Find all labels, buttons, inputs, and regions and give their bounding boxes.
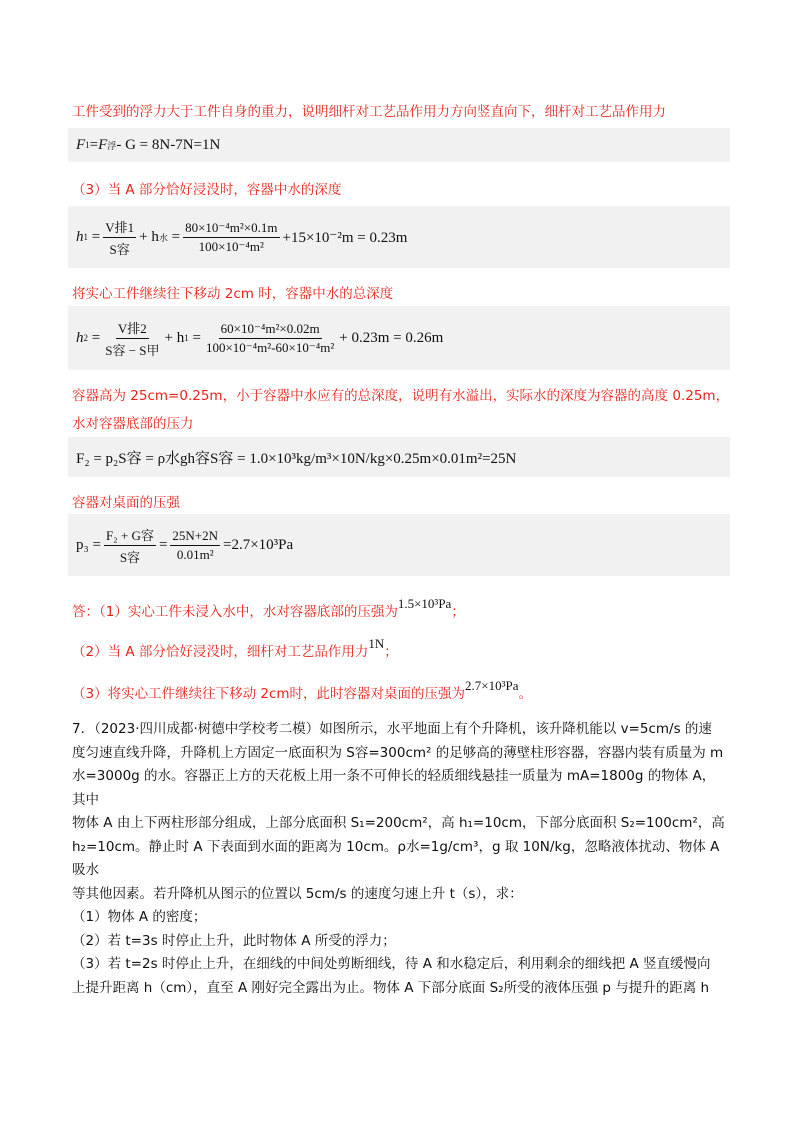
- question-line: 度匀速直线升降，升降机上方固定一底面积为 S容=300cm² 的足够高的薄壁柱形容器，容器内装有质量为 m: [72, 744, 724, 761]
- text-line-part3: （3）当 A 部分恰好浸没时，容器中水的深度: [72, 182, 342, 198]
- answer-1: 答：（1）实心工件未浸入水中，水对容器底部的压强为1.5×10³Pa；: [72, 596, 465, 620]
- question-line: （3）若 t=2s 时停止上升，在细线的中间处剪断细线，待 A 和水稳定后，利用剩余的细线把 A 竖直缓慢向: [72, 956, 711, 972]
- question-7: [72, 718, 728, 1000]
- question-line: 物体 A 由上下两柱形部分组成，上部分底面积 S₁=200cm²，高 h₁=10cm，下部分底面积 S₂=100cm²，高: [72, 815, 725, 831]
- question-line: 上提升距离 h（cm），直至 A 刚好完全露出为止。物体 A 下部分底面 S₂所受的液体压强 p 与提升的距离 h: [72, 979, 710, 996]
- question-line: 7．（2023·四川成都·树德中学校考二模）如图所示，水平地面上有个升降机，该升降机能以 v=5cm/s 的速: [72, 721, 712, 737]
- text-line-move-2cm: 将实心工件继续往下移动 2cm 时，容器中水的总深度: [72, 286, 394, 302]
- question-line: 等其他因素。若升降机从图示的位置以 5cm/s 的速度匀速上升 t（s），求：: [72, 885, 523, 902]
- equation-h2: h 2 = $\frac{\text{V排2}}{\text{S容 − S甲}}$ + h 1 = $\frac{\text{60×10⁻⁴m²×0.02m}}{\text{100×10⁻⁴m²-60×10⁻⁴m²}}$ + 0.23m = 0.26m: [68, 306, 730, 370]
- text-line-container-height: 容器高为 25cm=0.25m，小于容器中水应有的总深度，说明有水溢出，实际水的深度为容器的高度 0.25m，: [72, 388, 730, 404]
- answer-3: （3）将实心工件继续往下移动 2cm时，此时容器对桌面的压强为2.7×10³Pa。: [72, 678, 533, 702]
- question-line: h₂=10cm。静止时 A 下表面到水面的距离为 10cm。ρ水=1g/cm³，g 取 10N/kg，忽略液体扰动、物体 A 吸水: [72, 838, 720, 878]
- text-line-buoyancy: 工件受到的浮力大于工件自身的重力，说明细杆对工艺品作用力方向竖直向下，细杆对工艺品作用力: [72, 104, 666, 120]
- equation-F2: F₂ = p₂S容 = ρ水gh容S容 = 1.0×10³kg/m³×10N/kg×0.25m×0.01m²=25N: [68, 437, 730, 477]
- text-line-pressure: 容器对桌面的压强: [72, 495, 180, 511]
- question-line: （1）物体 A 的密度；: [72, 909, 207, 925]
- equation-h1: h 1 = $\frac{\text{V排1}}{\text{S容}}$ + h 水 = $\frac{\text{80×10⁻⁴m²×0.1m}}{\text{100×10⁻⁴m²}}$ +15×10⁻²m = 0.23m: [68, 206, 730, 268]
- equation-p3: p₃ = $\frac{\text{F₂ + G容}}{\text{S容}}$ = $\frac{25N+2N}{\text{0.01m²}}$ =2.7×10³Pa: [68, 514, 730, 576]
- answer-2: （2）当 A 部分恰好浸没时，细杆对工艺品作用力1N；: [72, 636, 398, 660]
- question-line: 水=3000g 的水。容器正上方的天花板上用一条不可伸长的轻质细线悬挂一质量为 mA=1800g 的物体 A，其中: [72, 768, 716, 808]
- question-line: （2）若 t=3s 时停止上升，此时物体 A 所受的浮力；: [72, 932, 396, 949]
- equation-F1: F 1 = F 浮 - G = 8N-7N=1N: [68, 128, 730, 162]
- text-line-water-force: 水对容器底部的压力: [72, 416, 194, 432]
